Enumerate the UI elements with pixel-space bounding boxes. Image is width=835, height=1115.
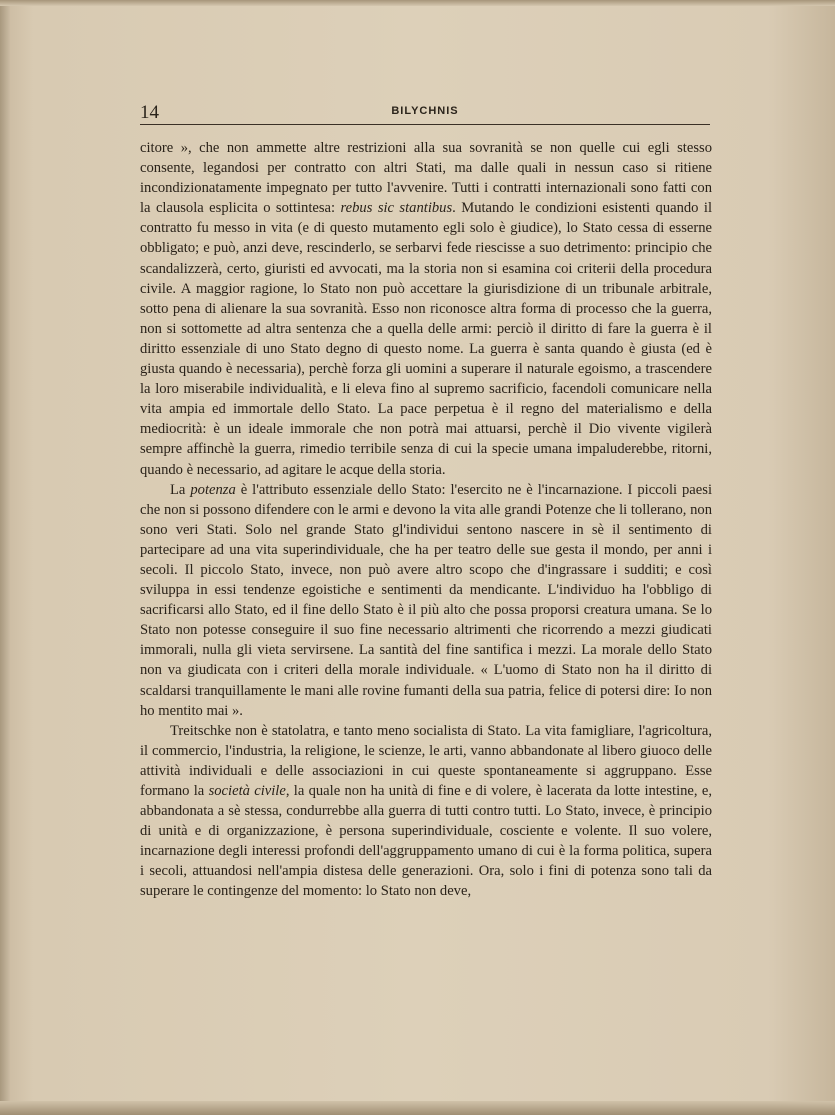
page-binding-edge xyxy=(0,0,10,1115)
text-run: La xyxy=(170,481,191,498)
text-run: , la quale non ha unità di fine e di volere, è lacerata da lotte intestine, e, abbandonata a sè stessa, condurrebbe alla guerra di tutti contro tutti. Lo Stato, invece, è principio di unità e di organizzazione, è persona superindividuale, cosciente e volente. Il suo volere, incarnazione degli interessi profondi dell'aggruppamento umano di cui è la forma politica, supera i secoli, attuandosi nell'ampia distesa delle generazioni. Ora, solo i fini di potenza sono tali da superare le contingenze del momento: lo Stato non deve, xyxy=(140,783,712,900)
text-run: Treitschke non è statolatra, e tanto meno socialista di Stato. La vita famigliare, l'agricoltura, il commercio, l'industria, la religione, le scienze, le arti, vanno abbandonate al libero giuoco delle attività individuali e delle associazioni in cui queste spontaneamente si aggruppano. Esse formano la xyxy=(140,722,712,799)
paragraph xyxy=(140,480,712,721)
paragraph xyxy=(140,138,712,480)
running-title: BILYCHNIS xyxy=(391,105,459,117)
text-run: citore », che non ammette altre restrizioni alla sua sovranità se non quelle cui egli stesso consente, legandosi per contratto con altri Stati, ma dalle quali in nessun caso si ritiene incondizionatamente impegnato per tutto l'avvenire. Tutti i contratti internazionali sono fatti con la clausola esplicita o sottintesa: xyxy=(140,140,712,217)
page-header xyxy=(140,100,710,126)
header-rule xyxy=(140,124,710,125)
page-number: 14 xyxy=(140,102,159,123)
body-text xyxy=(140,138,712,902)
page-bottom-edge xyxy=(0,1101,835,1115)
italic-phrase: potenza xyxy=(190,481,236,498)
text-run: . Mutando le condizioni esistenti quando il contratto fu messo in vita (e di questo mutamento egli solo è giudice), lo Stato cessa di esserne obbligato; e può, anzi deve, rescinderlo, se serbarvi fede riescisse a suo detrimento: principio che scandalizzerà, certo, giuristi ed avvocati, ma la storia non si esamina coi criterii della procedura civile. A maggior ragione, lo Stato non può accettare la giurisdizione di un tribunale arbitrale, sotto pena di alienare la sua sovranità. Esso non riconosce altra forma di processo che la guerra, non si sottomette ad altra sentenza che a quella delle armi: perciò il diritto di fare la guerra è il diritto essenziale di uno Stato degno di questo nome. La guerra è santa quando è giusta (ed è giusta quando è necessaria), perchè forza gli uomini a superare il naturale egoismo, a trascendere la loro miserabile individualità, e li eleva fino al supremo sacrificio, facendoli comunicare nella vita ampia ed immortale dello Stato. La pace perpetua è il regno del materialismo e della mediocrità: è un ideale immorale che non potrà mai attuarsi, perchè il Dio vivente vigilerà sempre affinchè la guerra, rimedio terribile senza di cui la specie umana impaluderebbe, ritorni, quando è necessario, ad agitare le acque della storia. xyxy=(140,200,712,478)
paragraph xyxy=(140,721,712,902)
page-top-edge xyxy=(0,0,835,6)
italic-phrase: società civile xyxy=(208,783,286,799)
text-run: è l'attributo essenziale dello Stato: l'esercito ne è l'incarnazione. I piccoli paesi che non si possono difendere con le armi e devono la vita alle grandi Potenze che li tollerano, non sono veri Stati. Solo nel grande Stato gl'individui sentono nascere in sè il sentimento di partecipare ad una vita superindividuale, che ha per teatro delle sue gesta il mondo, per anni i secoli. Il piccolo Stato, invece, non può avere altro scopo che d'ingrassare i sudditi; e così sviluppa in essi tendenze egoistiche e sentimenti da mendicante. L'individuo ha l'obbligo di sacrificarsi allo Stato, ed il fine dello Stato è il più alto che possa proporsi creatura umana. Se lo Stato non potesse conseguire il suo fine necessario altrimenti che ricorrendo a mezzi giudicati immorali, nulla gli vieta servirsene. La santità del fine santifica i mezzi. La morale dello Stato non va giudicata con i criteri della morale individuale. « L'uomo di Stato non ha il diritto di scaldarsi tranquillamente le mani alle rovine fumanti della sua patria, felice di potersi dire: Io non ho mentito mai ». xyxy=(140,481,712,719)
italic-phrase: rebus sic stantibus xyxy=(340,200,453,217)
